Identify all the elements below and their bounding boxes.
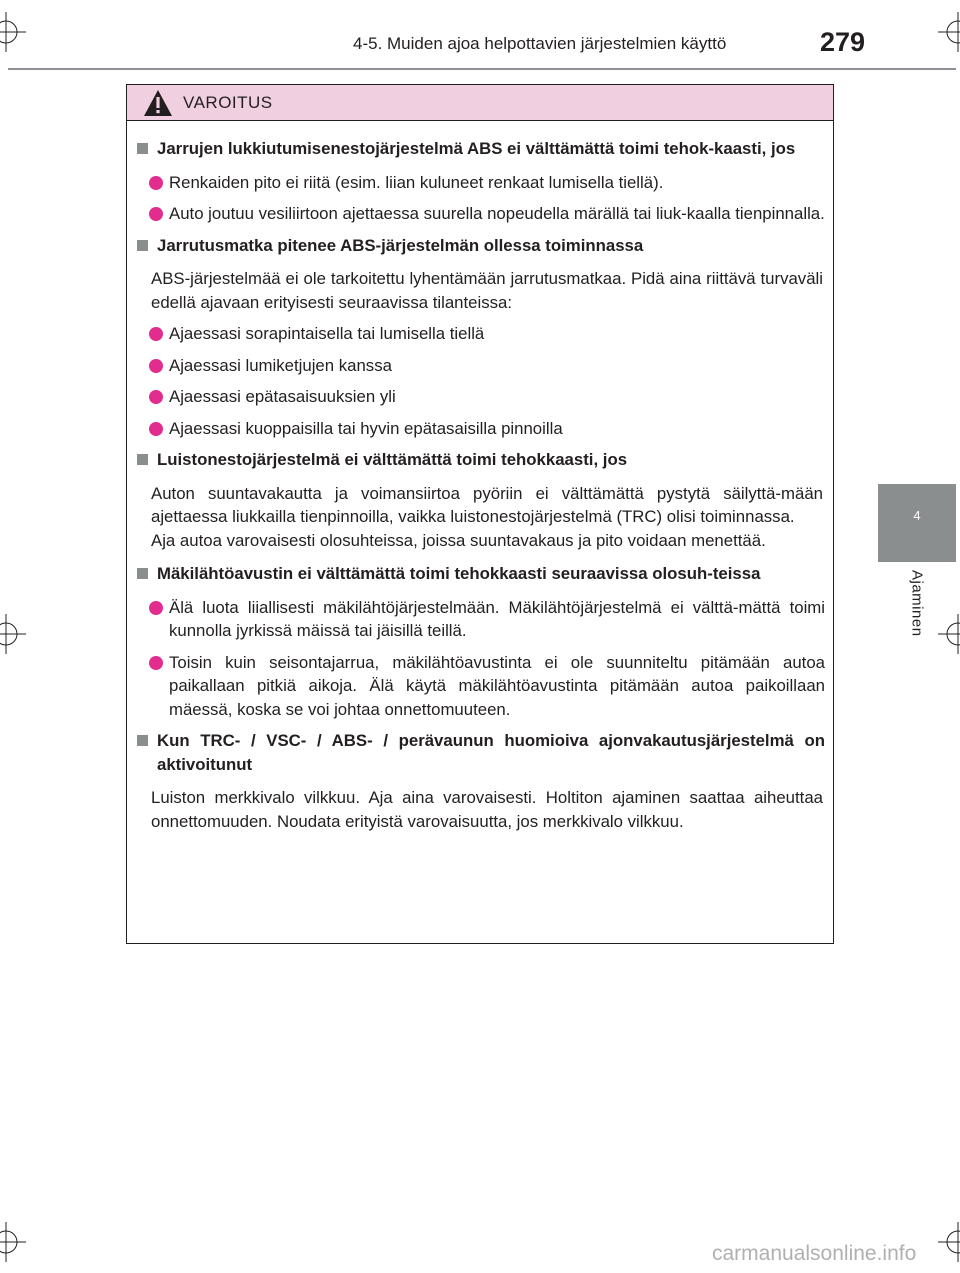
bullet-dot-icon [149,176,163,190]
chapter-number: 4 [913,508,921,523]
bullet-text: Älä luota liiallisesti mäkilähtöjärjestelmään. Mäkilähtöjärjestelmä ei välttä-mättä toimi kunnolla jyrkissä mäissä tai jäisillä teillä. [169,597,825,640]
bullet-dot-icon [149,359,163,373]
heading-square-icon [137,735,148,746]
watermark: carmanualsonline.info [712,1242,917,1265]
heading-square-icon [137,240,148,251]
warning-heading [135,234,825,258]
chapter-label [878,570,956,670]
bullet-item [135,385,825,409]
heading-square-icon [137,454,148,465]
paragraph: ABS-järjestelmää ei ole tarkoitettu lyhentämään jarrutusmatkaa. Pidä aina riittävä turvaväli edellä ajavaan erityisesti seuraavissa tilanteissa: [151,269,823,312]
bullet-text: Renkaiden pito ei riitä (esim. liian kuluneet renkaat lumisella tiellä). [169,172,664,192]
bullet-dot-icon [149,327,163,341]
paragraph: Auton suuntavakautta ja voimansiirtoa pyöriin ei välttämättä pystytä säilyttä-mään ajettaessa liukkailla tienpinnoilla, vaikka luistonestojärjestelmä (TRC) olisi toiminnassa. [151,483,823,526]
bullet-text: Ajaessasi kuoppaisilla tai hyvin epätasaisilla pinnoilla [169,418,563,438]
warning-heading [135,729,825,776]
bullet-dot-icon [149,656,163,670]
bullet-item [135,596,825,643]
bullet-text: Ajaessasi lumiketjujen kanssa [169,355,392,375]
heading-text: Jarrutusmatka pitenee ABS-järjestelmän ollessa toiminnassa [157,235,644,255]
bullet-text: Ajaessasi sorapintaisella tai lumisella tiellä [169,324,485,343]
header-rule [8,68,956,70]
warning-heading [135,448,825,472]
bullet-dot-icon [149,207,163,221]
bullet-text: Auto joutuu vesiliirtoon ajettaessa suurella nopeudella märällä tai liuk-kaalla tienpinnalla. [169,204,825,223]
registration-mark-icon [938,1222,960,1262]
heading-text: Kun TRC- / VSC- / ABS- / perävaunun huomioiva ajonvakautusjärjestelmä on aktivoitunut [157,731,825,774]
paragraph: Aja autoa varovaisesti olosuhteissa, joissa suuntavakaus ja pito voidaan menettää. [151,530,766,550]
bullet-item [135,202,825,226]
heading-text: Mäkilähtöavustin ei välttämättä toimi tehokkaasti seuraavissa olosuh-teissa [157,564,761,583]
heading-square-icon [137,143,148,154]
chapter-tab[interactable] [878,484,956,562]
bullet-item [135,171,825,195]
bullet-dot-icon [149,422,163,436]
warning-triangle-icon [143,89,173,117]
registration-mark-icon [0,1222,26,1262]
warning-box [126,84,834,944]
warning-header [127,85,833,121]
registration-mark-icon [0,614,26,654]
bullet-item [135,322,825,346]
paragraph: Luiston merkkivalo vilkkuu. Aja aina varovaisesti. Holtiton ajaminen saattaa aiheuttaa onnettomuuden. Noudata erityistä varovaisuutta, jos merkkivalo vilkkuu. [151,788,823,831]
bullet-item [135,651,825,722]
bullet-item [135,354,825,378]
warning-content [127,121,833,943]
page-header [0,22,872,66]
bullet-text: Ajaessasi epätasaisuuksien yli [169,387,396,406]
warning-title: VAROITUS [183,93,273,112]
bullet-text: Toisin kuin seisontajarrua, mäkilähtöavustinta ei ole suunniteltu pitämään autoa paikallaan pitkiä aikoja. Älä käytä mäkilähtöavustinta pitämään autoa paikoillaan mäessä, koska se voi johtaa onnettomuuteen. [169,652,825,719]
registration-mark-icon [938,12,960,52]
chapter-label-text: Ajaminen [908,570,926,637]
heading-text: Jarrujen lukkiutumisenestojärjestelmä ABS ei välttämättä toimi tehok-kaasti, jos [157,139,796,158]
section-title: 4-5. Muiden ajoa helpottavien järjestelmien käyttö [353,34,727,53]
bullet-dot-icon [149,601,163,615]
warning-heading [135,562,825,586]
warning-heading [135,137,825,161]
heading-square-icon [137,568,148,579]
bullet-item [135,417,825,441]
heading-text: Luistonestojärjestelmä ei välttämättä toimi tehokkaasti, jos [157,450,628,469]
page-number: 279 [820,27,866,57]
bullet-dot-icon [149,390,163,404]
